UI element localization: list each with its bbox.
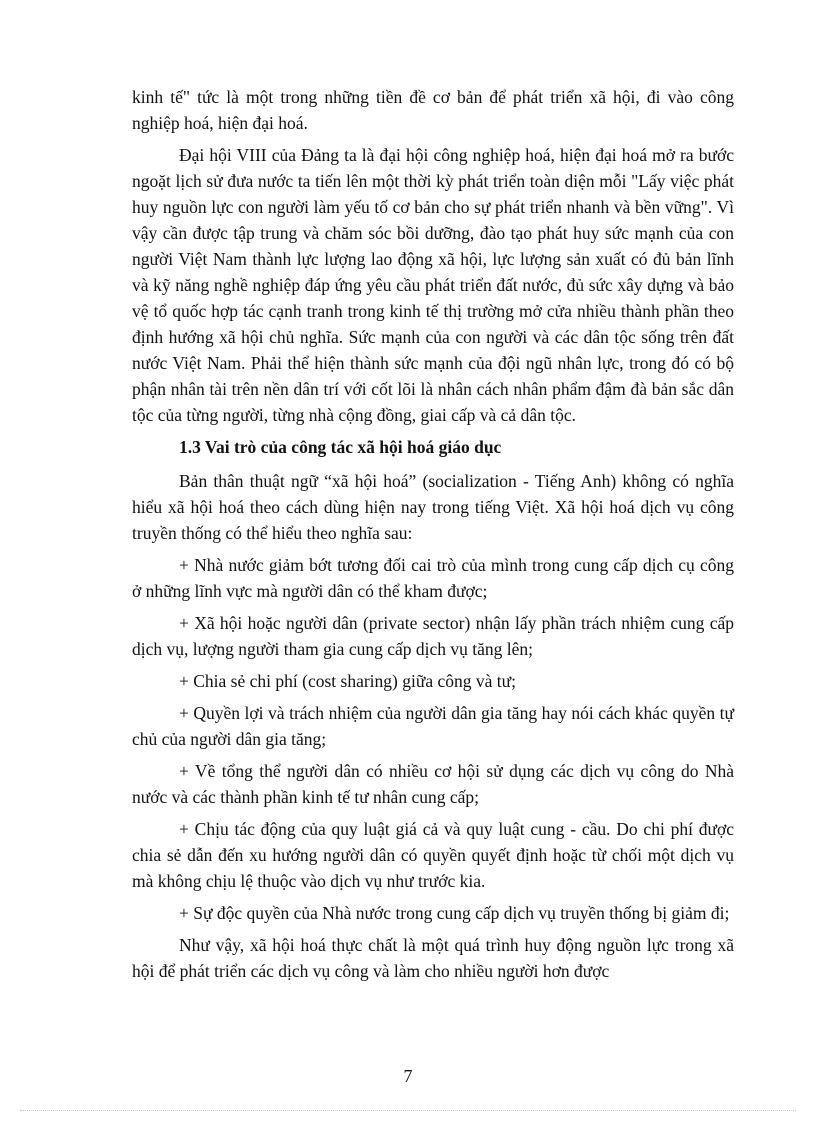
list-item: + Quyền lợi và trách nhiệm của người dân gia tăng hay nói cách khác quyền tự chủ của người dân gia tăng; xyxy=(132,703,734,749)
footer-divider xyxy=(20,1110,796,1111)
paragraph-conclusion: Như vậy, xã hội hoá thực chất là một quá trình huy động nguồn lực trong xã hội để phát triển các dịch vụ công và làm cho nhiều người hơn được xyxy=(132,935,734,981)
list-item: + Sự độc quyền của Nhà nước trong cung cấp dịch vụ truyền thống bị giảm đi; xyxy=(179,903,730,923)
list-item: + Về tổng thể người dân có nhiều cơ hội sử dụng các dịch vụ công do Nhà nước và các thành phần kinh tế tư nhân cung cấp; xyxy=(132,761,734,807)
paragraph-dai-hoi-viii: Đại hội VIII của Đảng ta là đại hội công nghiệp hoá, hiện đại hoá mở ra bước ngoặt lịch sử đưa nước ta tiến lên một thời kỳ phát triển toàn diện mỗi "Lấy việc phát huy nguồn lực con người làm yếu tố cơ bản cho sự phát triển nhanh và bền vững". Vì vậy cần được tập trung và chăm sóc bồi dưỡng, đào tạo phát huy sức mạnh của con người Việt Nam thành lực lượng lao động xã hội, lực lượng sản xuất có đủ bản lĩnh và kỹ năng nghề nghiệp đáp ứng yêu cầu phát triển đất nước, đủ sức xây dựng và bảo vệ tổ quốc hợp tác cạnh tranh trong kinh tế thị trường mở cửa nhiều thành phần theo định hướng xã hội chủ nghĩa. Sức mạnh của con người và các dân tộc sống trên đất nước Việt Nam. Phải thể hiện thành sức mạnh của đội ngũ nhân lực, trong đó có bộ phận nhân tài trên nền dân trí với cốt lõi là nhân cách nhân phẩm đậm đà bản sắc dân tộc của từng người, từng nhà cộng đồng, giai cấp và cả dân tộc. xyxy=(132,145,734,425)
paragraph-definition: Bản thân thuật ngữ “xã hội hoá” (socialization - Tiếng Anh) không có nghĩa hiểu xã hội hoá theo cách dùng hiện nay trong tiếng Việt. Xã hội hoá dịch vụ công truyền thống có thể hiểu theo nghĩa sau: xyxy=(132,471,734,543)
list-item: + Chia sẻ chi phí (cost sharing) giữa công và tư; xyxy=(179,671,516,691)
list-item: + Chịu tác động của quy luật giá cả và quy luật cung - cầu. Do chi phí được chia sẻ dẫn đến xu hướng người dân có quyền quyết định hoặc từ chối một dịch vụ mà không chịu lệ thuộc vào dịch vụ như trước kia. xyxy=(132,819,734,891)
paragraph-continuation: kinh tế" tức là một trong những tiền đề cơ bản để phát triển xã hội, đi vào công nghiệp hoá, hiện đại hoá. xyxy=(132,87,734,133)
list-item: + Nhà nước giảm bớt tương đối cai trò của mình trong cung cấp dịch cụ công ở những lĩnh vực mà người dân có thể kham được; xyxy=(132,555,734,601)
page-number: 7 xyxy=(403,1066,413,1086)
list-item: + Xã hội hoặc người dân (private sector) nhận lấy phần trách nhiệm cung cấp dịch vụ, lượng người tham gia cung cấp dịch vụ tăng lên; xyxy=(132,613,734,659)
body-text xyxy=(132,84,734,990)
section-heading: 1.3 Vai trò của công tác xã hội hoá giáo dục xyxy=(179,437,502,457)
